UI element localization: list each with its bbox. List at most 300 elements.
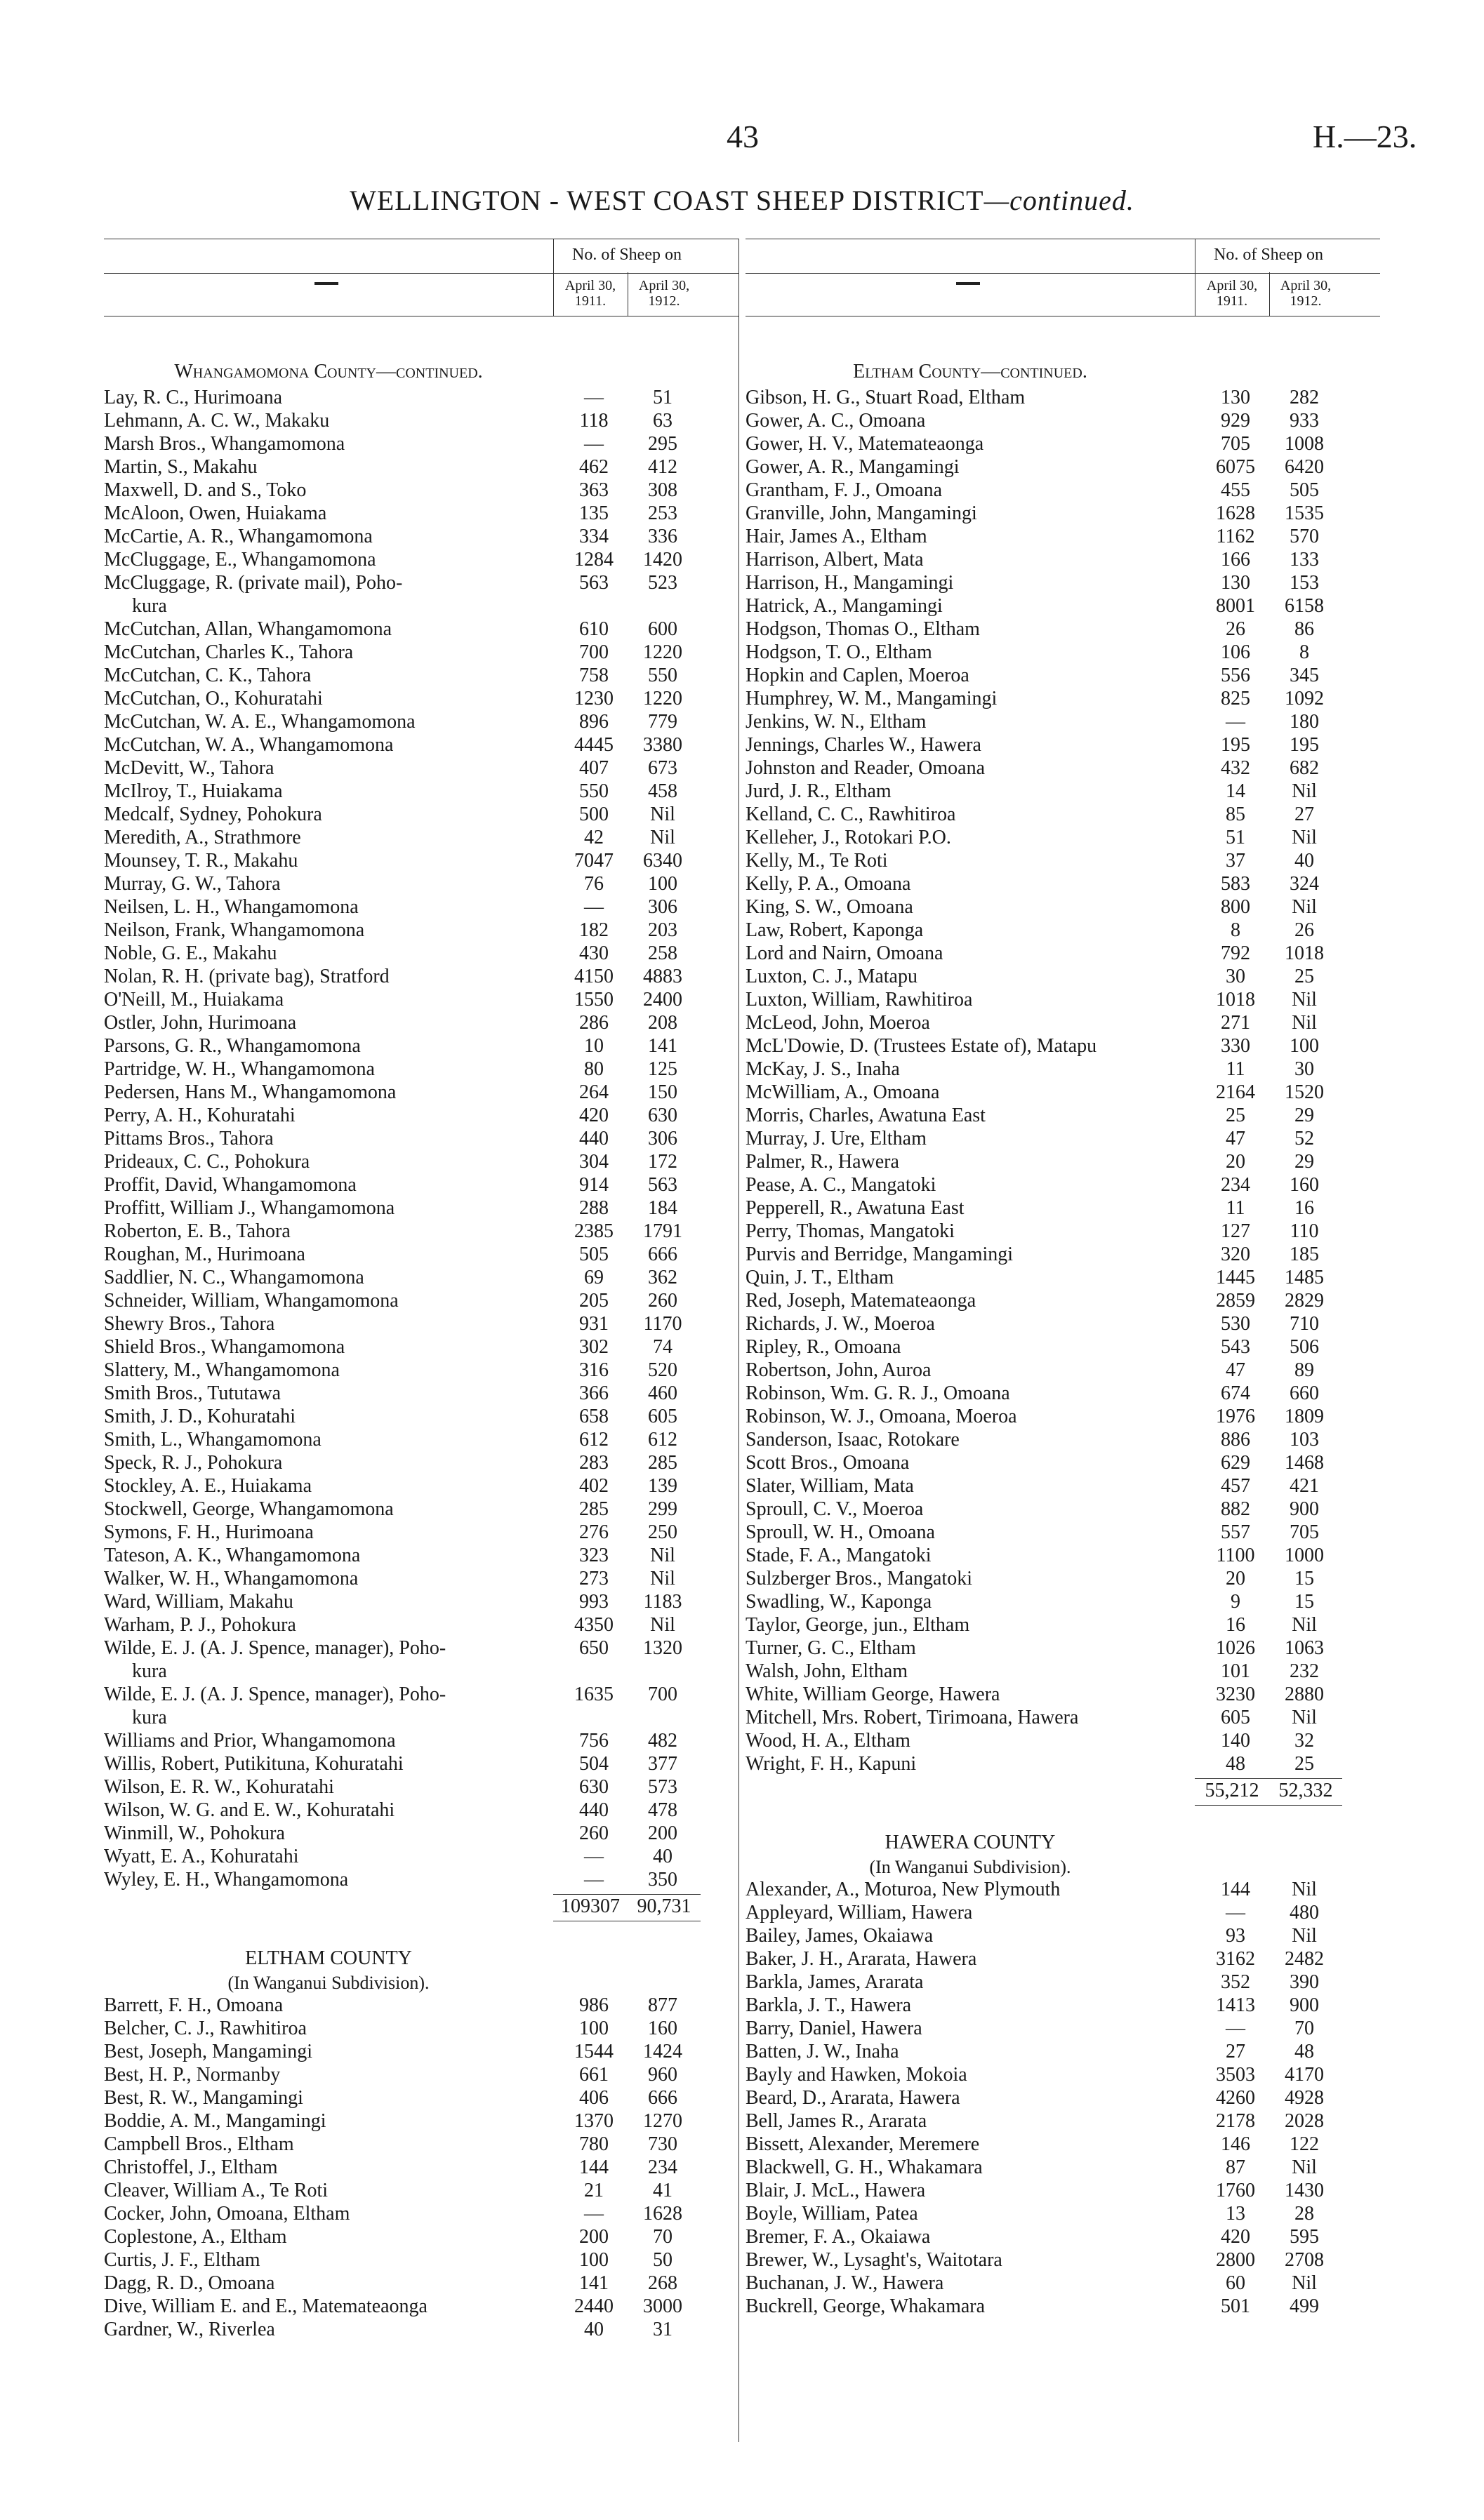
- owner-name: Speck, R. J., Pohokura: [104, 1452, 283, 1474]
- sheep-1911: 661: [579, 2064, 609, 2086]
- table-body: [104, 358, 738, 2341]
- sheep-1911: —: [1226, 1902, 1245, 1924]
- owner-name: Gower, A. C., Omoana: [746, 410, 926, 432]
- sheep-1912: 2400: [643, 989, 682, 1011]
- table-row: [104, 1683, 738, 1706]
- sheep-1911: 135: [579, 502, 609, 524]
- sheep-1912: 40: [653, 1846, 673, 1867]
- sheep-1912: 16: [1294, 1197, 1314, 1219]
- sheep-1912: 700: [648, 1684, 677, 1705]
- sheep-1912: 51: [653, 387, 673, 408]
- sheep-1912: 4928: [1285, 2087, 1324, 2109]
- table-row: [104, 502, 738, 525]
- table-body: [746, 358, 1380, 2318]
- section-heading: HAWERA COUNTY: [885, 1832, 1056, 1853]
- sheep-1911: 612: [579, 1429, 609, 1451]
- table-row: [104, 1613, 738, 1636]
- sheep-1912: 172: [648, 1151, 677, 1173]
- owner-name: Brewer, W., Lysaght's, Waitotara: [746, 2249, 1002, 2271]
- owner-name: Hatrick, A., Mangamingi: [746, 595, 943, 617]
- header-dash: [956, 282, 980, 285]
- sheep-1911: 1550: [574, 989, 614, 1011]
- table-row: [104, 1636, 738, 1660]
- owner-name: kura: [132, 1707, 167, 1728]
- sheep-1911: 758: [579, 665, 609, 686]
- owner-name: Neilsen, L. H., Whangamomona: [104, 896, 359, 918]
- owner-name: Appleyard, William, Hawera: [746, 1902, 973, 1924]
- owner-name: Boyle, William, Patea: [746, 2203, 918, 2225]
- sheep-1912: 40: [1294, 850, 1314, 872]
- sheep-1911: 462: [579, 456, 609, 478]
- table-row: [746, 942, 1380, 965]
- table-row: [746, 2248, 1380, 2272]
- sheep-1912: 666: [648, 1244, 677, 1265]
- table-row: [746, 872, 1380, 895]
- sheep-1912: Nil: [650, 1614, 675, 1636]
- spacer: [104, 1922, 738, 1945]
- table-row: [746, 1451, 1380, 1474]
- sheep-1912: 250: [648, 1521, 677, 1543]
- owner-name: Taylor, George, jun., Eltham: [746, 1614, 970, 1636]
- sheep-1912: 299: [648, 1498, 677, 1520]
- sheep-1911: 260: [579, 1822, 609, 1844]
- owner-name: Granville, John, Mangamingi: [746, 502, 977, 524]
- sheep-1912: Nil: [1292, 2156, 1317, 2178]
- table-row: [746, 1660, 1380, 1683]
- table-row: [746, 1127, 1380, 1150]
- table-row: [746, 1636, 1380, 1660]
- table-row: [104, 455, 738, 479]
- table-row: [104, 733, 738, 756]
- table-row: [746, 571, 1380, 594]
- sheep-1911: 288: [579, 1197, 609, 1219]
- sheep-1912: 1220: [643, 688, 682, 709]
- sheep-1912: 630: [648, 1105, 677, 1126]
- table-row: [104, 409, 738, 432]
- sheep-1911: —: [584, 433, 604, 455]
- sheep-1912: 595: [1290, 2226, 1319, 2248]
- sheep-1911: 4350: [574, 1614, 614, 1636]
- total-rule: [1195, 1805, 1342, 1806]
- sheep-1911: 610: [579, 618, 609, 640]
- table-row: [746, 826, 1380, 849]
- header-date-1911-line2: 1911.: [1216, 293, 1248, 309]
- table-row: [104, 2225, 738, 2248]
- table-row: [746, 2040, 1380, 2063]
- table-row: [104, 1058, 738, 1081]
- sheep-1911: 630: [579, 1776, 609, 1798]
- table-row: [746, 1729, 1380, 1752]
- sheep-1912: 563: [648, 1174, 677, 1196]
- owner-name: Harrison, Albert, Mata: [746, 549, 924, 571]
- sheep-1912: 1183: [643, 1591, 682, 1613]
- sheep-1912: 900: [1290, 1994, 1319, 2016]
- sheep-1912: 570: [1290, 526, 1319, 547]
- table-row: [104, 1706, 738, 1729]
- sheep-1912: 1628: [643, 2203, 682, 2225]
- sheep-1912: 1000: [1285, 1545, 1324, 1566]
- sheep-1912: 70: [653, 2226, 673, 2248]
- owner-name: Murray, J. Ure, Eltham: [746, 1128, 927, 1149]
- sheep-1911: 51: [1226, 827, 1245, 848]
- table-row: [104, 1868, 738, 1891]
- owner-name: Stockley, A. E., Huiakama: [104, 1475, 312, 1497]
- table-row: [746, 895, 1380, 919]
- header-date-1911: [1195, 278, 1269, 309]
- owner-name: McCutchan, O., Kohuratahi: [104, 688, 323, 709]
- section-heading: Eltham County—continued.: [853, 361, 1087, 382]
- sheep-1911: 1100: [1216, 1545, 1255, 1566]
- section-subheading: (In Wanganui Subdivision).: [869, 1857, 1071, 1877]
- sheep-1912: 600: [648, 618, 677, 640]
- sheep-1911: 700: [579, 641, 609, 663]
- owner-name: Wyatt, E. A., Kohuratahi: [104, 1846, 299, 1867]
- owner-name: Johnston and Reader, Omoana: [746, 757, 986, 779]
- sheep-1912: 8: [1299, 641, 1309, 663]
- sheep-1911: 8: [1231, 919, 1240, 941]
- table-row: [104, 872, 738, 895]
- sheep-1911: —: [584, 387, 604, 408]
- sheep-1912: 184: [648, 1197, 677, 1219]
- sheep-1912: 390: [1290, 1971, 1319, 1993]
- sheep-1911: 271: [1221, 1012, 1250, 1034]
- owner-name: Stockwell, George, Whangamomona: [104, 1498, 394, 1520]
- sheep-1911: 60: [1226, 2272, 1245, 2294]
- sheep-1912: Nil: [1292, 1925, 1317, 1947]
- sheep-1911: 543: [1221, 1336, 1250, 1358]
- spacer: [746, 1806, 1380, 1829]
- sheep-1912: 295: [648, 433, 677, 455]
- table-row: [746, 1196, 1380, 1220]
- sheep-1911: 705: [1221, 433, 1250, 455]
- sheep-1912: 110: [1290, 1220, 1319, 1242]
- owner-name: Hopkin and Caplen, Moeroa: [746, 665, 969, 686]
- owner-name: Kelly, P. A., Omoana: [746, 873, 911, 895]
- table-row: [746, 710, 1380, 733]
- sheep-1911: 993: [579, 1591, 609, 1613]
- sheep-1911: 1413: [1216, 1994, 1255, 2016]
- owner-name: Richards, J. W., Moeroa: [746, 1313, 935, 1335]
- header-no-of-sheep: No. of Sheep on: [1214, 246, 1323, 264]
- sheep-1912: 499: [1290, 2295, 1319, 2317]
- table-row: [104, 525, 738, 548]
- owner-name: McIlroy, T., Huiakama: [104, 780, 283, 802]
- table-row: [746, 386, 1380, 409]
- sheep-1912: 285: [648, 1452, 677, 1474]
- sheep-1911: 629: [1221, 1452, 1250, 1474]
- sheep-1912: Nil: [650, 827, 675, 848]
- table-row: [104, 1011, 738, 1034]
- sheep-1911: 195: [1221, 734, 1250, 756]
- owner-name: Swadling, W., Kaponga: [746, 1591, 932, 1613]
- table-row: [104, 2295, 738, 2318]
- owner-name: McWilliam, A., Omoana: [746, 1081, 940, 1103]
- header-date-1912-line1: April 30,: [638, 278, 690, 293]
- sheep-1912: 4883: [643, 966, 682, 987]
- sheep-1911: 556: [1221, 665, 1250, 686]
- sheep-1911: 882: [1221, 1498, 1250, 1520]
- sheep-1911: 780: [579, 2133, 609, 2155]
- table-row: [746, 1971, 1380, 1994]
- table-row: [104, 2086, 738, 2109]
- sheep-1912: 70: [1294, 2018, 1314, 2039]
- sheep-1911: —: [1226, 2018, 1245, 2039]
- sheep-1911: 20: [1226, 1568, 1245, 1589]
- sheep-1912: 877: [648, 1994, 677, 2016]
- sheep-1912: 27: [1294, 804, 1314, 825]
- owner-name: McCutchan, W. A. E., Whangamomona: [104, 711, 416, 733]
- table-row: [104, 919, 738, 942]
- table-row: [104, 2156, 738, 2179]
- sheep-1912: 6158: [1285, 595, 1324, 617]
- sheep-1911: 929: [1221, 410, 1250, 432]
- owner-name: Proffitt, William J., Whangamomona: [104, 1197, 395, 1219]
- sheep-1911: 200: [579, 2226, 609, 2248]
- sheep-1911: —: [584, 896, 604, 918]
- owner-name: McCartie, A. R., Whangamomona: [104, 526, 373, 547]
- owner-name: McLeod, John, Moeroa: [746, 1012, 930, 1034]
- table-row: [104, 641, 738, 664]
- sheep-1911: 25: [1226, 1105, 1245, 1126]
- sheep-1911: 48: [1226, 1753, 1245, 1775]
- owner-name: Dagg, R. D., Omoana: [104, 2272, 275, 2294]
- owner-name: Ward, William, Makahu: [104, 1591, 293, 1613]
- sheep-1911: 440: [579, 1799, 609, 1821]
- table-row: [104, 618, 738, 641]
- owner-name: Meredith, A., Strathmore: [104, 827, 301, 848]
- sheep-1911: 30: [1226, 966, 1245, 987]
- sheep-1912: 730: [648, 2133, 677, 2155]
- sheep-1911: 756: [579, 1730, 609, 1752]
- table-row: [104, 756, 738, 780]
- total-row: [746, 1775, 1380, 1806]
- sheep-1912: 377: [648, 1753, 677, 1775]
- owner-name: Batten, J. W., Inaha: [746, 2041, 899, 2062]
- sheep-1912: Nil: [1292, 1012, 1317, 1034]
- table-row: [104, 895, 738, 919]
- owner-name: Quin, J. T., Eltham: [746, 1267, 894, 1288]
- sheep-1911: 500: [579, 804, 609, 825]
- header-date-1912: [628, 278, 701, 309]
- owner-name: McCluggage, E., Whangamomona: [104, 549, 376, 571]
- title-main: WELLINGTON - WEST COAST SHEEP DISTRICT: [350, 185, 984, 216]
- header-no-of-sheep: No. of Sheep on: [572, 246, 682, 264]
- sheep-1912: 960: [648, 2064, 677, 2086]
- sheep-1911: 130: [1221, 387, 1250, 408]
- header-date-1912-line2: 1912.: [648, 293, 680, 309]
- sheep-1911: 182: [579, 919, 609, 941]
- table-row: [104, 479, 738, 502]
- sheep-1912: 1092: [1285, 688, 1324, 709]
- owner-name: O'Neill, M., Huiakama: [104, 989, 284, 1011]
- table-row: [746, 1947, 1380, 1971]
- owner-name: Prideaux, C. C., Pohokura: [104, 1151, 310, 1173]
- owner-name: Murray, G. W., Tahora: [104, 873, 281, 895]
- owner-name: Barry, Daniel, Hawera: [746, 2018, 922, 2039]
- sheep-1911: 4150: [574, 966, 614, 987]
- owner-name: McL'Dowie, D. (Trustees Estate of), Matapu: [746, 1035, 1097, 1057]
- table-row: [746, 1474, 1380, 1498]
- sheep-1911: —: [584, 1869, 604, 1891]
- sheep-1911: 166: [1221, 549, 1250, 571]
- sheep-1912: 3000: [643, 2295, 682, 2317]
- sheep-1911: 455: [1221, 479, 1250, 501]
- owner-name: Palmer, R., Hawera: [746, 1151, 899, 1173]
- sheep-1911: 1544: [574, 2041, 614, 2062]
- table-row: [746, 2225, 1380, 2248]
- table-row: [104, 1845, 738, 1868]
- sheep-1912: 306: [648, 896, 677, 918]
- owner-name: Coplestone, A., Eltham: [104, 2226, 287, 2248]
- page-title: [0, 184, 1484, 217]
- sheep-1911: 320: [1221, 1244, 1250, 1265]
- table-row: [746, 1312, 1380, 1335]
- sheep-1911: 100: [579, 2018, 609, 2039]
- owner-name: Gibson, H. G., Stuart Road, Eltham: [746, 387, 1026, 408]
- sheep-1912: 480: [1290, 1902, 1319, 1924]
- owner-name: Bremer, F. A., Okaiawa: [746, 2226, 931, 2248]
- sheep-1912: 15: [1294, 1568, 1314, 1589]
- sheep-1912: 2829: [1285, 1290, 1324, 1312]
- owner-name: Nolan, R. H. (private bag), Stratford: [104, 966, 390, 987]
- owner-name: Kelland, C. C., Rawhitiroa: [746, 804, 956, 825]
- sheep-1912: Nil: [1292, 1707, 1317, 1728]
- sheep-1911: 101: [1221, 1660, 1250, 1682]
- owner-name: Morris, Charles, Awatuna East: [746, 1105, 986, 1126]
- sheep-1911: 1628: [1216, 502, 1255, 524]
- owner-name: Perry, A. H., Kohuratahi: [104, 1105, 296, 1126]
- sheep-1912: 933: [1290, 410, 1319, 432]
- owner-name: Lay, R. C., Hurimoana: [104, 387, 283, 408]
- sheep-1912: 2880: [1285, 1684, 1324, 1705]
- total-1911: 55,212: [1205, 1780, 1259, 1801]
- table-row: [746, 756, 1380, 780]
- sheep-1911: 146: [1221, 2133, 1250, 2155]
- table-row: [104, 1266, 738, 1289]
- table-row: [746, 1498, 1380, 1521]
- owner-name: Walsh, John, Eltham: [746, 1660, 908, 1682]
- table-row: [746, 641, 1380, 664]
- sheep-1911: 4260: [1216, 2087, 1255, 2109]
- owner-name: Cleaver, William A., Te Roti: [104, 2180, 329, 2201]
- sheep-1912: 1809: [1285, 1406, 1324, 1427]
- sheep-1912: 666: [648, 2087, 677, 2109]
- sheep-1912: 4170: [1285, 2064, 1324, 2086]
- header-date-1912: [1269, 278, 1342, 309]
- sheep-1912: Nil: [650, 1568, 675, 1589]
- owner-name: Slater, William, Mata: [746, 1475, 914, 1497]
- owner-name: Best, H. P., Normanby: [104, 2064, 281, 2086]
- sheep-1912: 30: [1294, 1058, 1314, 1080]
- table-row: [104, 1173, 738, 1196]
- sheep-1911: 302: [579, 1336, 609, 1358]
- table-row: [746, 455, 1380, 479]
- owner-name: McCluggage, R. (private mail), Poho-: [104, 572, 403, 594]
- owner-name: Slattery, M., Whangamomona: [104, 1359, 340, 1381]
- owner-name: Kelleher, J., Rotokari P.O.: [746, 827, 951, 848]
- table-row: [746, 1752, 1380, 1775]
- owner-name: Barkla, James, Ararata: [746, 1971, 924, 1993]
- sheep-1912: 2482: [1285, 1948, 1324, 1970]
- sheep-1911: 366: [579, 1382, 609, 1404]
- sheep-1911: 550: [579, 780, 609, 802]
- section-subheading: (In Wanganui Subdivision).: [227, 1973, 430, 1993]
- sheep-1911: 16: [1226, 1614, 1245, 1636]
- owner-name: Ripley, R., Omoana: [746, 1336, 901, 1358]
- sheep-1912: 268: [648, 2272, 677, 2294]
- table-row: [104, 710, 738, 733]
- sheep-1911: 21: [584, 2180, 604, 2201]
- sheep-1911: 420: [579, 1105, 609, 1126]
- owner-name: Barkla, J. T., Hawera: [746, 1994, 912, 2016]
- owner-name: Sproull, C. V., Moeroa: [746, 1498, 924, 1520]
- sheep-1911: 430: [579, 942, 609, 964]
- sheep-1911: 93: [1226, 1925, 1245, 1947]
- table-row: [104, 1428, 738, 1451]
- table-row: [746, 1011, 1380, 1034]
- sheep-1912: 324: [1290, 873, 1319, 895]
- sheep-1912: 160: [648, 2018, 677, 2039]
- sheep-1911: 273: [579, 1568, 609, 1589]
- sheep-1912: 63: [653, 410, 673, 432]
- table-row: [746, 2109, 1380, 2133]
- owner-name: Winmill, W., Pohokura: [104, 1822, 285, 1844]
- owner-name: Pedersen, Hans M., Whangamomona: [104, 1081, 397, 1103]
- sheep-1912: 1468: [1285, 1452, 1324, 1474]
- sheep-1911: 986: [579, 1994, 609, 2016]
- sheep-1912: 86: [1294, 618, 1314, 640]
- owner-name: Pease, A. C., Mangatoki: [746, 1174, 936, 1196]
- table-row: [746, 1994, 1380, 2017]
- sheep-1911: 432: [1221, 757, 1250, 779]
- sheep-1911: 127: [1221, 1220, 1250, 1242]
- sheep-1912: 260: [648, 1290, 677, 1312]
- sheep-1912: Nil: [650, 804, 675, 825]
- table-row: [746, 1613, 1380, 1636]
- header-dash: [314, 282, 338, 285]
- table-row: [746, 1544, 1380, 1567]
- owner-name: McDevitt, W., Tahora: [104, 757, 274, 779]
- sheep-1911: 4445: [574, 734, 614, 756]
- table-row: [104, 965, 738, 988]
- table-row: [746, 1058, 1380, 1081]
- table-row: [746, 1567, 1380, 1590]
- table-row: [104, 2179, 738, 2202]
- table-row: [104, 1451, 738, 1474]
- table-row: [104, 2040, 738, 2063]
- table-row: [104, 1243, 738, 1266]
- sheep-1911: 140: [1221, 1730, 1250, 1752]
- table-row: [746, 1924, 1380, 1947]
- sheep-1911: 85: [1226, 804, 1245, 825]
- sheep-1911: 1635: [574, 1684, 614, 1705]
- table-row: [746, 1706, 1380, 1729]
- sheep-1911: 825: [1221, 688, 1250, 709]
- owner-name: Blackwell, G. H., Whakamara: [746, 2156, 983, 2178]
- sheep-1911: 931: [579, 1313, 609, 1335]
- sheep-1911: 530: [1221, 1313, 1250, 1335]
- sheep-1911: 323: [579, 1545, 609, 1566]
- owner-name: Wilde, E. J. (A. J. Spence, manager), Poho-: [104, 1684, 446, 1705]
- sheep-1912: 550: [648, 665, 677, 686]
- owner-name: Wilson, E. R. W., Kohuratahi: [104, 1776, 334, 1798]
- sheep-1912: 25: [1294, 966, 1314, 987]
- owner-name: Red, Joseph, Matemateaonga: [746, 1290, 976, 1312]
- sheep-1911: 1026: [1216, 1637, 1255, 1659]
- table-row: [746, 733, 1380, 756]
- owner-name: Law, Robert, Kaponga: [746, 919, 924, 941]
- sheep-1911: 2178: [1216, 2110, 1255, 2132]
